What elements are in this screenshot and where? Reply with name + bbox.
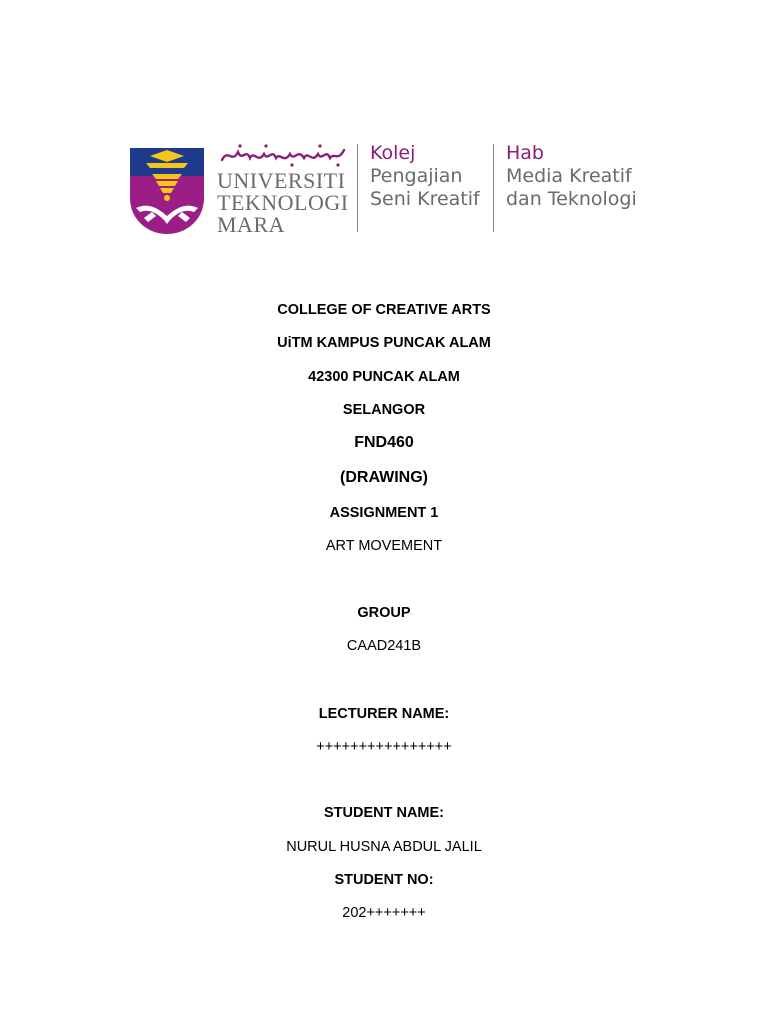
student-no-label: STUDENT NO: <box>334 872 434 888</box>
hab-line-1: Media Kreatif <box>506 165 632 187</box>
jawi-wordmark <box>220 142 348 168</box>
logo-divider <box>493 144 494 232</box>
postcode-line: 42300 PUNCAK ALAM <box>308 369 460 385</box>
hab-heading: Hab <box>506 142 544 164</box>
lecturer-label: LECTURER NAME: <box>318 706 450 722</box>
kolej-heading: Kolej <box>370 142 416 164</box>
course-name: (DRAWING) <box>340 469 428 486</box>
campus-name: UiTM KAMPUS PUNCAK ALAM <box>277 335 491 351</box>
institution-name: COLLEGE OF CREATIVE ARTS <box>277 302 491 318</box>
university-line-3: MARA <box>217 212 286 237</box>
student-name-label: STUDENT NAME: <box>323 805 445 821</box>
uitm-crest-icon <box>128 146 206 236</box>
university-wordmark <box>214 142 354 238</box>
state-line: SELANGOR <box>342 402 426 418</box>
course-code: FND460 <box>354 434 414 451</box>
lecturer-value: ++++++++++++++++ <box>316 739 452 755</box>
group-label: GROUP <box>357 605 411 621</box>
student-no-value: 202+++++++ <box>342 905 426 921</box>
assignment-topic: ART MOVEMENT <box>325 538 443 554</box>
university-line-2: TEKNOLOGI <box>217 190 349 215</box>
hab-block <box>506 142 637 211</box>
logo-divider <box>357 144 358 232</box>
kolej-block <box>370 142 480 211</box>
kolej-line-2: Seni Kreatif <box>370 188 480 210</box>
assignment-title: ASSIGNMENT 1 <box>329 505 439 521</box>
hab-line-2: dan Teknologi <box>506 188 637 210</box>
uitm-logo-banner <box>128 142 648 238</box>
group-value: CAAD241B <box>346 638 422 654</box>
kolej-line-1: Pengajian <box>370 165 463 187</box>
student-name-value: NURUL HUSNA ABDUL JALIL <box>286 839 482 855</box>
university-line-1: UNIVERSITI <box>217 168 346 193</box>
